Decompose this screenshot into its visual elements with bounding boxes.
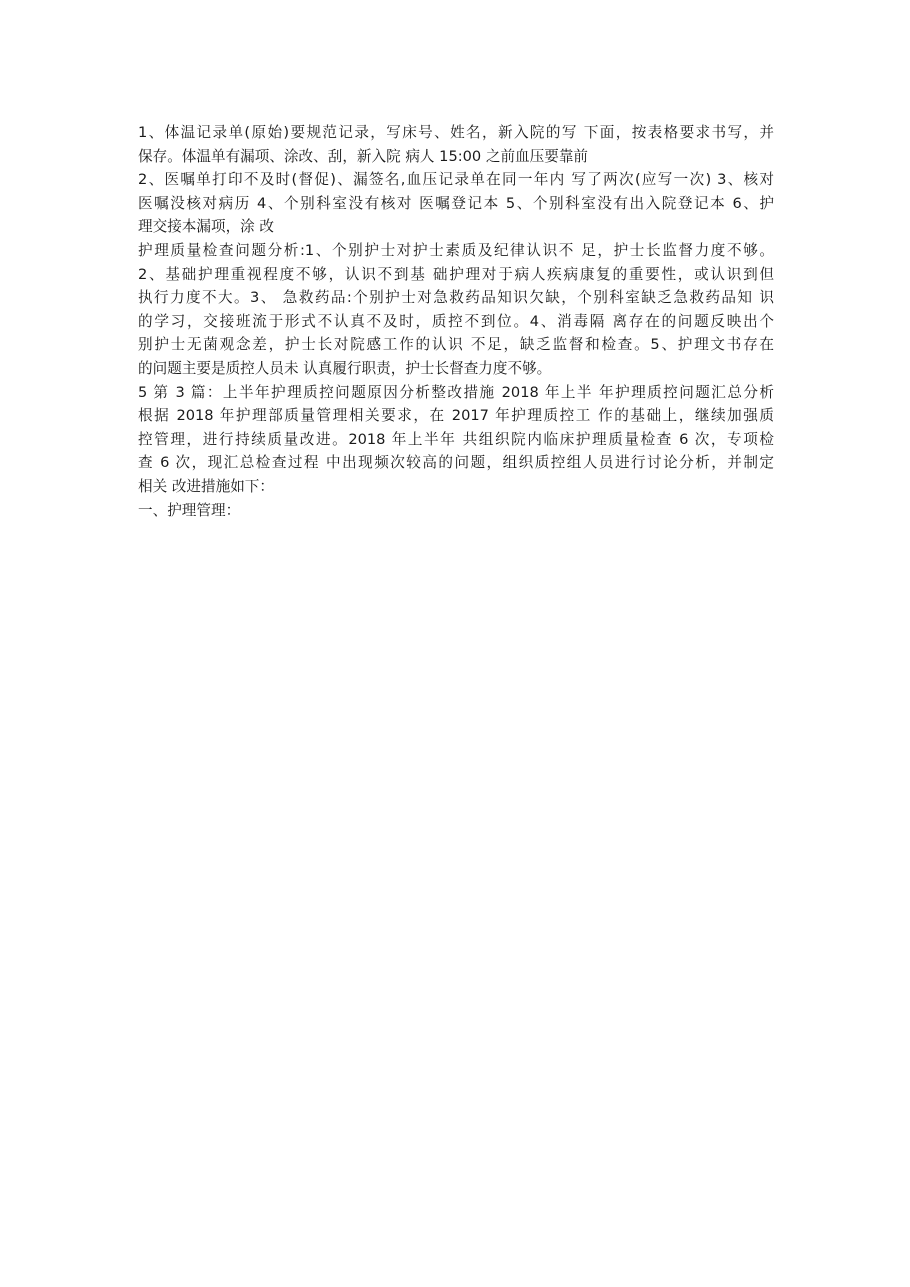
document-body xyxy=(138,121,774,522)
text-line: 查 6 次，现汇总检查过程 中出现频次较高的问题，组织质控组人员进行讨论分析，并制定 xyxy=(138,454,774,472)
text-line: 2、基础护理重视程度不够，认识不到基 础护理对于病人疾病康复的重要性，或认识到但 xyxy=(138,265,774,283)
text-line: 控管理，进行持续质量改进。2018 年上半年 共组织院内临床护理质量检查 6 次，专项检 xyxy=(138,430,774,448)
text-line: 相关 改进措施如下： xyxy=(138,477,274,495)
text-line: 的学习，交接班流于形式不认真不及时，质控不到位。4、消毒隔 离存在的问题反映出个 xyxy=(138,312,774,330)
text-line: 5 第 3 篇：上半年护理质控问题原因分析整改措施 2018 年上半 年护理质控问题汇总分析 xyxy=(138,383,774,401)
text-line: 的问题主要是质控人员未 认真履行职责，护士长督查力度不够。 xyxy=(138,359,552,377)
text-line: 根据 2018 年护理部质量管理相关要求，在 2017 年护理质控工 作的基础上，继续加强质 xyxy=(138,407,774,425)
section-heading: 一、护理管理： xyxy=(138,501,241,519)
text-line: 别护士无菌观念差，护士长对院感工作的认识 不足，缺乏监督和检查。5、护理文书存在 xyxy=(138,336,774,354)
text-line: 保存。体温单有漏项、涂改、刮，新入院 病人 15:00 之前血压要靠前 xyxy=(138,147,589,165)
text-line: 1、体温记录单(原始)要规范记录，写床号、姓名，新入院的写 下面，按表格要求书写，并 xyxy=(138,124,774,141)
text-line: 执行力度不大。3、 急救药品:个别护士对急救药品知识欠缺，个别科室缺乏急救药品知 识 xyxy=(138,289,774,307)
text-line: 理交接本漏项，涂 改 xyxy=(138,218,274,236)
text-line: 医嘱没核对病历 4、个别科室没有核对 医嘱登记本 5、个别科室没有出入院登记本 6、护 xyxy=(138,194,774,212)
text-line: 护理质量检查问题分析:1、个别护士对护士素质及纪律认识不 足，护士长监督力度不够。 xyxy=(138,241,774,259)
text-line: 2、医嘱单打印不及时(督促)、漏签名,血压记录单在同一年内 写了两次(应写一次) 3、核对 xyxy=(138,171,774,189)
